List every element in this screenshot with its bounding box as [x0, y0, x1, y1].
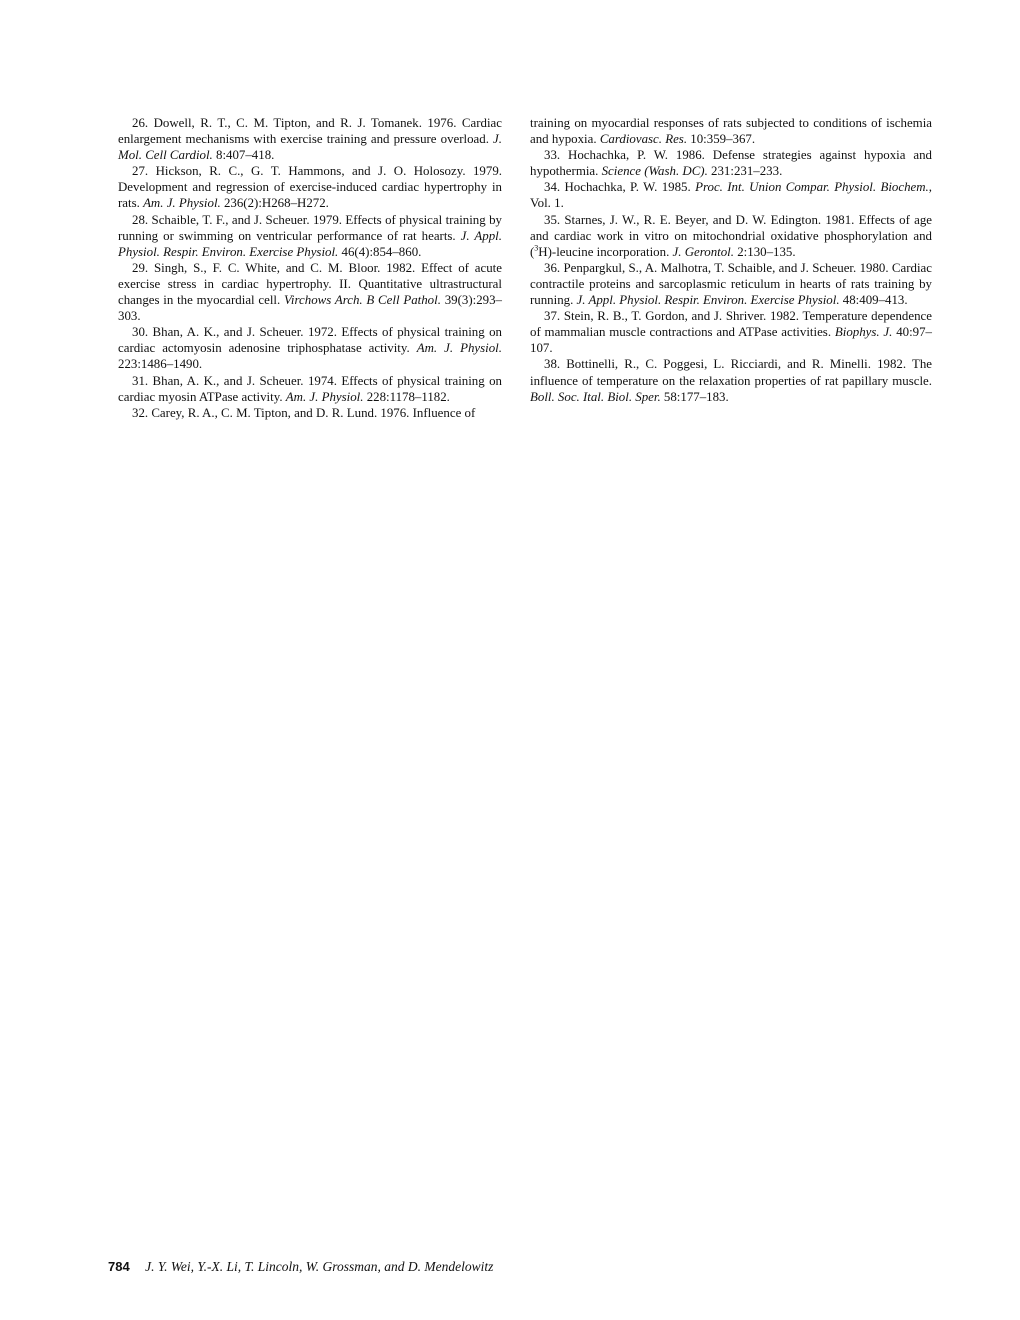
reference-citation: 231:231–233. [707, 164, 783, 179]
journal-name: Virchows Arch. B Cell Pathol. [284, 293, 441, 308]
journal-name: Am. J. Physiol. [416, 341, 502, 356]
journal-name: Biophys. J. [834, 325, 893, 340]
reference-citation: 2:130–135. [734, 244, 796, 259]
reference-36 [530, 260, 932, 308]
reference-citation: 39(3):293–303. [118, 293, 502, 324]
journal-name: J. Mol. Cell Cardiol. [118, 132, 502, 163]
reference-26 [118, 115, 502, 163]
page-footer [108, 1259, 493, 1275]
reference-35 [530, 212, 932, 260]
reference-33 [530, 147, 932, 179]
reference-text: 35. Starnes, J. W., R. E. Beyer, and D. W. Edington. 1981. Effects of age and cardiac work in vitro on mitochondrial oxidative phosphorylation and ( [530, 212, 932, 259]
reference-text: training on myocardial responses of rats subjected to conditions of ischemia and hypoxia. [530, 116, 932, 147]
journal-name: Am. J. Physiol. [143, 196, 221, 211]
reference-38 [530, 356, 932, 404]
reference-31 [118, 373, 502, 405]
reference-text: 26. Dowell, R. T., C. M. Tipton, and R. J. Tomanek. 1976. Cardiac enlargement mechanisms with exercise training and pressure overload. [118, 116, 502, 147]
reference-text: 36. Penpargkul, S., A. Malhotra, T. Schaible, and J. Scheuer. 1980. Cardiac contractile proteins and sarcoplasmic reticulum in hearts of rats training by running. [530, 260, 932, 308]
journal-name: Proc. Int. Union Compar. Physiol. Biochem., [695, 180, 932, 195]
reference-29 [118, 260, 502, 324]
journal-name: J. Appl. Physiol. Respir. Environ. Exercise Physiol. [118, 228, 502, 259]
reference-27 [118, 163, 502, 211]
reference-text: H)-leucine incorporation. [538, 244, 673, 259]
reference-citation: 236(2):H268–H272. [220, 196, 329, 211]
references-left-column [118, 115, 502, 421]
references-right-column [530, 115, 932, 405]
reference-citation: 48:409–413. [839, 293, 908, 308]
reference-text: 31. Bhan, A. K., and J. Scheuer. 1974. Effects of physical training on cardiac myosin ATPase activity. [118, 373, 502, 404]
reference-citation: 40:97–107. [530, 325, 932, 356]
reference-citation: 8:407–418. [212, 148, 275, 163]
reference-text: 37. Stein, R. B., T. Gordon, and J. Shriver. 1982. Temperature dependence of mammalian muscle contractions and ATPase activities. [530, 309, 932, 340]
reference-text: 30. Bhan, A. K., and J. Scheuer. 1972. Effects of physical training on cardiac actomyosin adenosine triphosphatase activity. [118, 325, 502, 356]
reference-text: 29. Singh, S., F. C. White, and C. M. Bloor. 1982. Effect of acute exercise stress in cardiac hypertrophy. II. Quantitative ultrastructural changes in the myocardial cell. [118, 260, 502, 308]
reference-32-continued [530, 115, 932, 147]
reference-37 [530, 308, 932, 356]
reference-text: 32. Carey, R. A., C. M. Tipton, and D. R. Lund. 1976. Influence of [132, 405, 476, 420]
reference-text: 34. Hochachka, P. W. 1985. [544, 180, 696, 195]
reference-citation: 228:1178–1182. [363, 389, 450, 404]
journal-name: J. Appl. Physiol. Respir. Environ. Exercise Physiol. [576, 293, 840, 308]
journal-name: Cardiovasc. Res. [599, 132, 688, 147]
reference-citation: 58:177–183. [660, 389, 729, 404]
running-authors: J. Y. Wei, Y.-X. Li, T. Lincoln, W. Grossman, and D. Mendelowitz [145, 1259, 494, 1274]
reference-citation: 10:359–367. [687, 132, 756, 147]
journal-name: Am. J. Physiol. [285, 389, 364, 404]
journal-name: J. Gerontol. [672, 244, 734, 259]
reference-text: 28. Schaible, T. F., and J. Scheuer. 1979. Effects of physical training by running or swimming on ventricular performance of rat hearts. [118, 212, 502, 243]
reference-34 [530, 179, 932, 211]
isotope-superscript: 3 [534, 243, 539, 253]
journal-name: Boll. Soc. Ital. Biol. Sper. [530, 389, 661, 404]
reference-text: 38. Bottinelli, R., C. Poggesi, L. Ricciardi, and R. Minelli. 1982. The influence of temperature on the relaxation properties of rat papillary muscle. [530, 357, 932, 388]
reference-text: 27. Hickson, R. C., G. T. Hammons, and J. O. Holosozy. 1979. Development and regression of exercise-induced cardiac hypertrophy in rats. [118, 164, 502, 211]
reference-citation: Vol. 1. [530, 196, 564, 211]
page-number: 784 [108, 1259, 130, 1274]
journal-name: Science (Wash. DC). [601, 164, 708, 179]
reference-32 [118, 405, 502, 421]
reference-28 [118, 212, 502, 260]
reference-text: 33. Hochachka, P. W. 1986. Defense strategies against hypoxia and hypothermia. [530, 148, 932, 179]
reference-citation: 223:1486–1490. [118, 357, 203, 372]
reference-30 [118, 324, 502, 372]
reference-citation: 46(4):854–860. [338, 244, 422, 259]
